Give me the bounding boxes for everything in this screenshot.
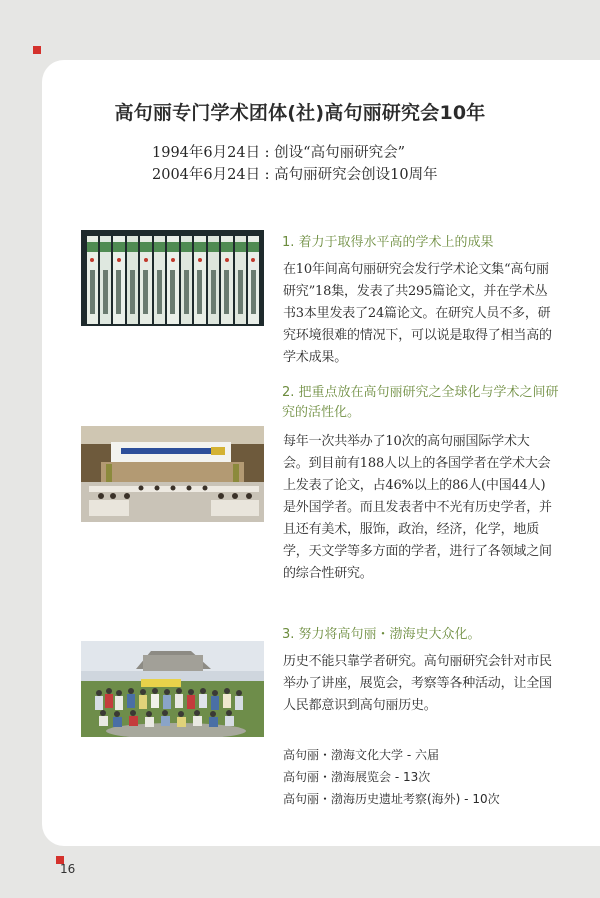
section-2-body: 每年一次共举办了10次的高句丽国际学术大会。到目前有188人以上的各国学者在学术大会上发表了论文，占46%以上的86人(中国44人)是外国学者。而且发表者中不光有历史学者，并且还有美术，服饰，政治，经济，化学，地质学，天文学等多方面的学者，进行了各领域之间的综合性研究。 <box>283 434 552 581</box>
section-3-body: 历史不能只靠学者研究。高句丽研究会针对市民举办了讲座，展览会，考察等各种活动，让全国人民都意识到高句丽历史。 <box>283 654 552 713</box>
corner-mark-top <box>33 46 41 54</box>
section-3-heading: 3. 努力将高句丽・渤海史大众化。 <box>282 627 481 642</box>
photo-journal-volumes <box>81 230 264 326</box>
page-title: 高句丽专门学术团体(社)高句丽研究会10年 <box>114 102 486 124</box>
stat-exhibitions: 高句丽・渤海展览会 - 13次 <box>283 770 431 784</box>
section-1-heading: 1. 着力于取得水平高的学术上的成果 <box>282 235 494 250</box>
date-line-anniversary: 2004年6月24日 : 高句丽研究会创设10周年 <box>152 167 438 183</box>
section-1-body: 在10年间高句丽研究会发行学术论文集“高句丽研究”18集，发表了共295篇论文，并在学术丛书3本里发表了24篇论文。在研究人员不多，研究环境很难的情况下，可以说是取得了相当高的学术成果。 <box>283 262 552 365</box>
date-line-founding: 1994年6月24日 : 创设“高句丽研究会” <box>152 145 406 161</box>
photo-conference-hall <box>81 426 264 522</box>
founding-dates <box>152 142 438 186</box>
stat-culture-university: 高句丽・渤海文化大学 - 六届 <box>283 748 439 762</box>
activity-stats <box>283 744 573 810</box>
photo-group-excursion <box>81 641 264 737</box>
stat-overseas-tours: 高句丽・渤海历史遗址考察(海外) - 10次 <box>283 792 500 806</box>
page-number: 16 <box>60 862 76 876</box>
section-2-heading: 2. 把重点放在高句丽研究之全球化与学术之间研究的活性化。 <box>282 385 559 420</box>
